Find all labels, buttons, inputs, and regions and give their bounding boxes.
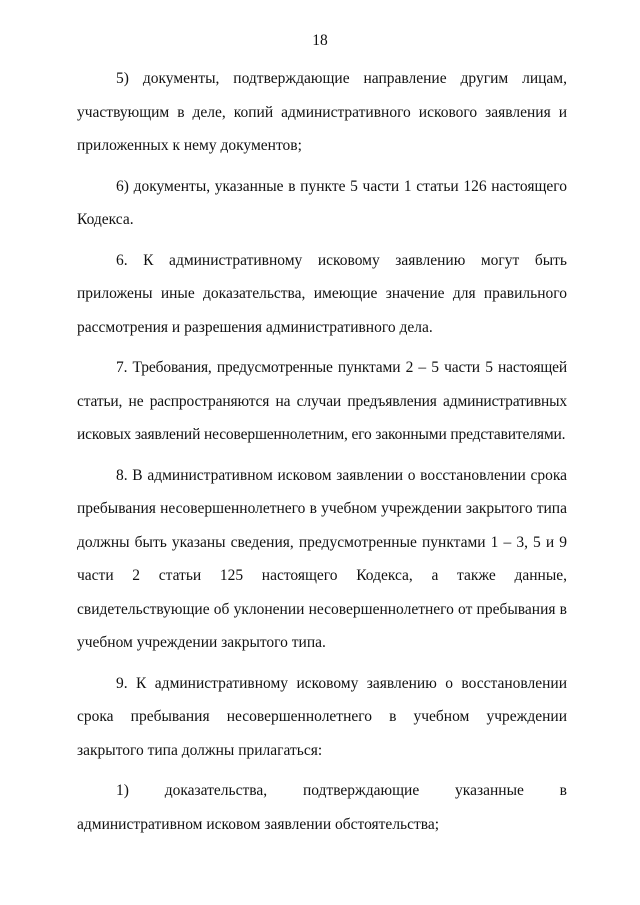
paragraph-part-7: 7. Требования, предусмотренные пунктами 2 – 5 части 5 настоящей статьи, не распространяются на случаи предъявления административных исковых заявлений несовершеннолетним, его законными представителями.	[77, 359, 567, 443]
paragraph-part-8: 8. В административном исковом заявлении о восстановлении срока пребывания несовершеннолетнего в учебном учреждении закрытого типа должны быть указаны сведения, предусмотренные пунктами 1 – 3, 5 и 9 части 2 статьи 125 настоящего Кодекса, а также данные, свидетельствующие об уклонении несовершеннолетнего от пребывания в учебном учреждении закрытого типа.	[77, 466, 567, 651]
paragraph-part-6: 6. К административному исковому заявлению могут быть приложены иные доказательства, имеющие значение для правильного рассмотрения и разрешения административного дела.	[77, 251, 567, 336]
page-number: 18	[312, 32, 328, 49]
paragraph-item-5: 5) документы, подтверждающие направление другим лицам, участвующим в деле, копий административного искового заявления и приложенных к нему документов;	[77, 70, 567, 154]
paragraph-item-6: 6) документы, указанные в пункте 5 части 1 статьи 126 настоящего Кодекса.	[77, 177, 567, 228]
paragraph-part-9: 9. К административному исковому заявлению о восстановлении срока пребывания несовершеннолетнего в учебном учреждении закрытого типа должны прилагаться:	[77, 674, 567, 759]
paragraph-sub-item-1: 1) доказательства, подтверждающие указанные в административном исковом заявлении обстоятельства;	[77, 782, 567, 833]
document-body	[77, 62, 567, 848]
